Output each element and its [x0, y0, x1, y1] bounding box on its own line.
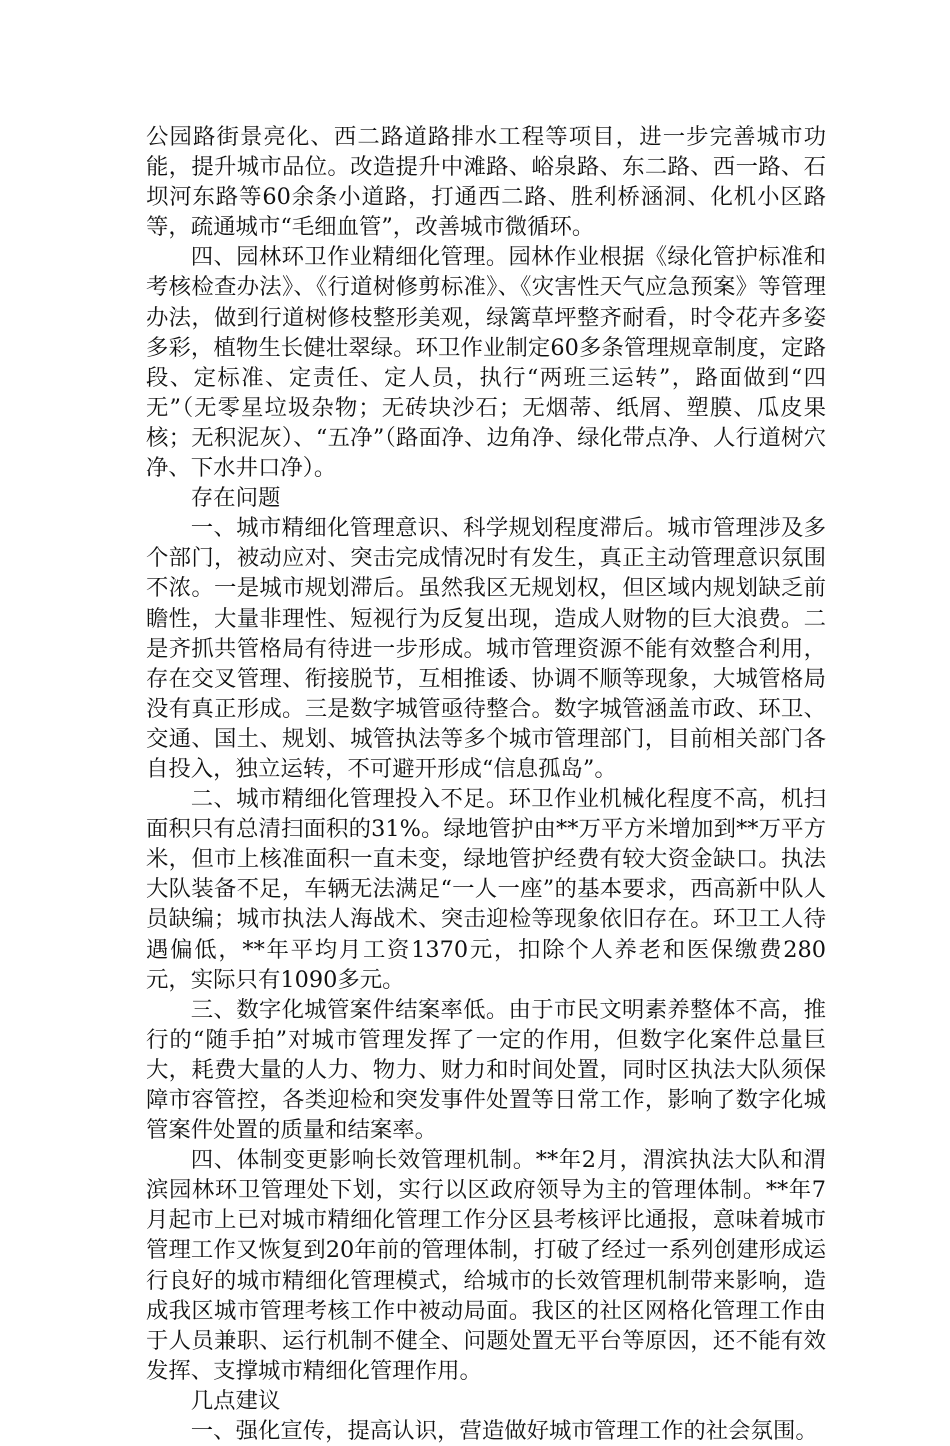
- paragraph-suggestion-publicity: 一、强化宣传，提高认识，营造做好城市管理工作的社会氛围。: [190, 1418, 818, 1445]
- paragraph-problem-digital-cases: 三、数字化城管案件结案率低。由于市民文明素养整体不高，推行的“随手拍”对城市管理发挥了一定的作用，但数字化案件总量巨大，耗费大量的人力、物力、财力和时间处置，同时区执法大队须保障市容管控，各类迎检和突发事件处置等日常工作，影响了数字化城管案件处置的质量和结案率。: [146, 996, 826, 1144]
- document-body: [146, 122, 826, 1446]
- section-heading-suggestions: 几点建议: [190, 1387, 281, 1414]
- paragraph-landscaping-sanitation: 四、园林环卫作业精细化管理。园林作业根据《绿化管护标准和考核检查办法》、《行道树修剪标准》、《灾害性天气应急预案》等管理办法，做到行道树修枝整形美观，绿篱草坪整齐耐看，时令花卉多姿多彩，植物生长健壮翠绿。环卫作业制定60多条管理规章制度，定路段、定标准、定责任、定人员，执行“两班三运转”，路面做到“四无”（无零星垃圾杂物；无砖块沙石；无烟蒂、纸屑、塑膜、瓜皮果核；无积泥灰）、“五净”（路面净、边角净、绿化带点净、人行道树穴净、下水井口净）。: [146, 244, 826, 482]
- paragraph-problem-awareness: 一、城市精细化管理意识、科学规划程度滞后。城市管理涉及多个部门，被动应对、突击完成情况时有发生，真正主动管理意识氛围不浓。一是城市规划滞后。虽然我区无规划权，但区域内规划缺乏前瞻性，大量非理性、短视行为反复出现，造成人财物的巨大浪费。二是齐抓共管格局有待进一步形成。城市管理资源不能有效整合利用，存在交叉管理、衔接脱节，互相推诿、协调不顺等现象，大城管格局没有真正形成。三是数字城管亟待整合。数字城管涵盖市政、环卫、交通、国土、规划、城管执法等多个城市管理部门，目前相关部门各自投入，独立运转，不可避开形成“信息孤岛”。: [146, 515, 826, 782]
- paragraph-problem-investment: 二、城市精细化管理投入不足。环卫作业机械化程度不高，机扫面积只有总清扫面积的31%。绿地管护由**万平方米增加到**万平方米，但市上核准面积一直未变，绿地管护经费有较大资金缺口。执法大队装备不足，车辆无法满足“一人一座”的基本要求，西高新中队人员缺编；城市执法人海战术、突击迎检等现象依旧存在。环卫工人待遇偏低，**年平均月工资1370元，扣除个人养老和医保缴费280元，实际只有1090多元。: [146, 786, 826, 993]
- paragraph-city-functions: 公园路街景亮化、西二路道路排水工程等项目，进一步完善城市功能，提升城市品位。改造提升中滩路、峪泉路、东二路、西一路、石坝河东路等60余条小道路，打通西二路、胜利桥涵洞、化机小区路等，疏通城市“毛细血管”，改善城市微循环。: [146, 124, 826, 241]
- section-heading-problems: 存在问题: [190, 485, 281, 512]
- paragraph-problem-system-change: 四、体制变更影响长效管理机制。**年2月，渭滨执法大队和渭滨园林环卫管理处下划，实行以区政府领导为主的管理体制。**年7月起市上已对城市精细化管理工作分区县考核评比通报，意味着城市管理工作又恢复到20年前的管理体制，打破了经过一系列创建形成运行良好的城市精细化管理模式，给城市的长效管理机制带来影响，造成我区城市管理考核工作中被动局面。我区的社区网格化管理工作由于人员兼职、运行机制不健全、问题处置无平台等原因，还不能有效发挥、支撑城市精细化管理作用。: [146, 1147, 826, 1384]
